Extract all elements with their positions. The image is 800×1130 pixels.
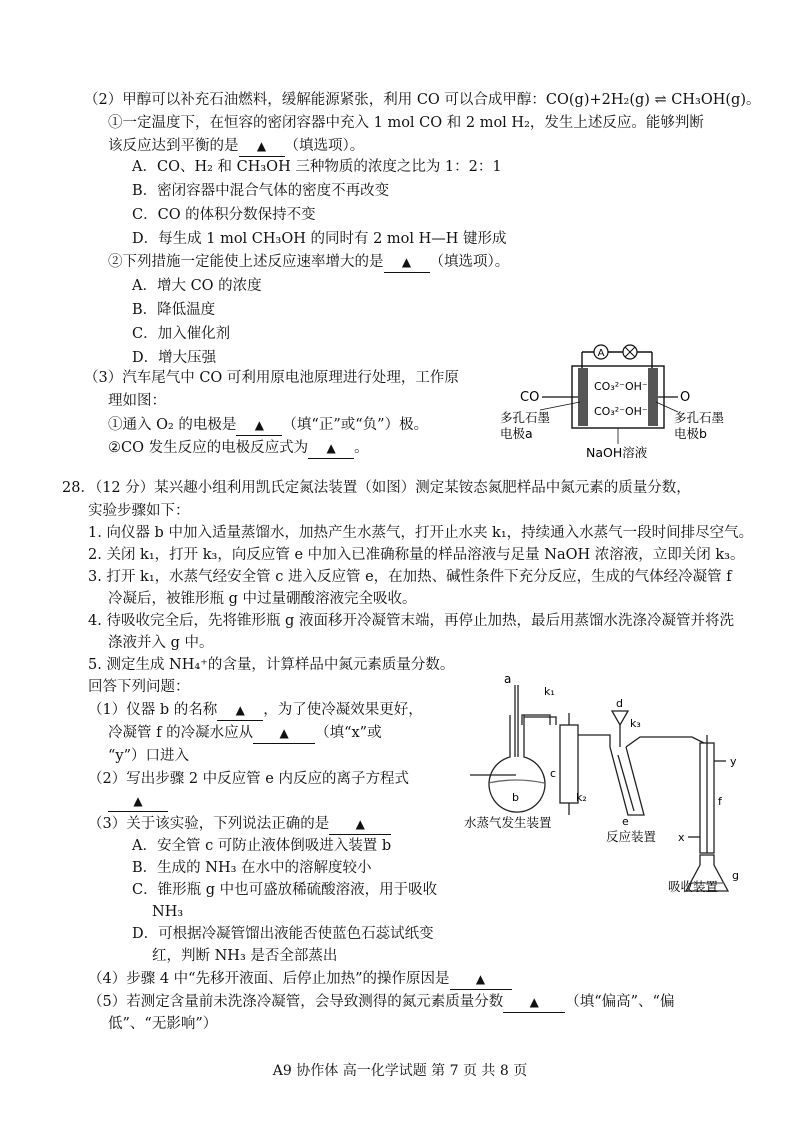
answer-blank[interactable] [236,415,282,436]
q2-sub1-line2 [108,136,364,157]
label-a: a [504,672,512,686]
step-3-cont: 冷凝后，被锥形瓶 g 中过量硼酸溶液完全吸收。 [108,591,417,607]
option-d: D．增大压强 [132,350,217,366]
q2-sub1-suffix: （填选项）。 [284,138,365,154]
q28-p1-line2 [108,723,382,744]
option-b: B．生成的 NH₃ 在水中的溶解度较小 [132,860,372,876]
q28-p4 [88,969,512,990]
option-a: A．安全管 c 可防止液体倒吸进入装置 b [132,838,392,854]
step-3: 3. 打开 k₁，水蒸气经安全管 c 进入反应管 e，在加热、碱性条件下充分反应，生成的气体经冷凝管 f [88,569,732,585]
q28-p4-prompt: （4）步骤 4 中“先移开液面、后停止加热”的操作原因是 [88,971,450,987]
blank-marker: ▲ [475,972,486,986]
blank-marker: ▲ [401,255,412,269]
answer-blank[interactable] [108,791,168,812]
answer-blank[interactable] [217,700,263,721]
option-b: B．密闭容器中混合气体的密度不再改变 [132,183,390,199]
q2-heading: （2）甲醇可以补充石油燃料，缓解能源紧张，利用 CO 可以合成甲醇：CO(g)+2H₂(g) ⇌ CH₃OH(g)。 [84,92,761,108]
label-k1: k₁ [544,685,555,698]
answer-blank[interactable] [239,136,285,157]
q2-sub1-prompt: 该反应达到平衡的是 [108,138,239,154]
option-c: C．锥形瓶 g 中也可盛放稀硫酸溶液，用于吸收 [132,882,438,898]
q28-p3-prompt: （3）关于该实验，下列说法正确的是 [88,816,330,832]
q2-sub1-line1: ①一定温度下，在恒容的密闭容器中充入 1 mol CO 和 2 mol H₂，发生上述反应。能够判断 [108,115,704,131]
electrode-a [578,368,588,426]
option-d: D．每生成 1 mol CH₃OH 的同时有 2 mol H—H 键形成 [132,231,507,247]
option-b: B．降低温度 [132,302,216,318]
ions-top: CO₃²⁻OH⁻ [594,380,648,393]
q28-p5-prompt: （5）若测定含量前未洗涤冷凝管，会导致测得的氮元素质量分数 [88,994,504,1010]
label-e: e [622,815,629,828]
step-4-cont: 涤液并入 g 中。 [108,635,214,651]
label-k3: k₃ [630,717,641,730]
q3-line2: 理如图： [108,393,166,409]
solution-label: NaOH溶液 [586,445,648,460]
q28-p1-prompt: （1）仪器 b 的名称 [88,702,218,718]
step-2: 2. 关闭 k₁，打开 k₃，向反应管 e 中加入已准确称量的样品溶液与足量 NaOH 浓溶液，立即关闭 k₃。 [88,547,745,563]
q3-sub1-suffix: （填“正”或“负”）极。 [282,417,429,433]
caption-absorption: 吸收装置 [668,879,719,894]
label-d: d [616,697,623,710]
blank-marker: ▲ [235,703,245,717]
blank-marker: ▲ [355,817,365,831]
q28-p1-prompt2: 冷凝管 f 的冷凝水应从 [108,725,254,741]
blank-marker: ▲ [133,794,143,808]
step-4: 4. 待吸收完全后，先将锥形瓶 g 液面移开冷凝管末端，再停止加热，最后用蒸馏水洗涤冷凝管并将洗 [88,613,734,629]
blank-marker: ▲ [279,726,289,740]
label-c: c [550,767,557,780]
q28-p5-suffix: （填“偏高”、“偏 [565,994,675,1010]
q28-p1-suffix: （填“x”或 [315,725,382,741]
page-footer: A9 协作体 高一化学试题 第 7 页 共 8 页 [272,1063,528,1079]
q28-p3 [88,814,391,835]
step-5: 5. 测定生成 NH₄⁺的含量，计算样品中氮元素质量分数。 [88,657,455,673]
option-c: C．CO 的体积分数保持不变 [132,207,316,223]
q28-p2-blank-line [108,791,168,812]
q3-sub2-prompt: ②CO 发生反应的电极反应式为 [108,440,309,456]
q28-p1-line1 [88,700,423,721]
label-k2: k₂ [576,791,587,804]
answer-blank[interactable] [503,992,565,1013]
answer-blank[interactable] [450,969,512,990]
q28-p1-line3: “y”）口进入 [108,748,190,764]
q28-p5 [88,992,674,1013]
label-b: b [512,791,519,804]
ions-bottom: CO₃²⁻OH⁻ [594,405,648,418]
q2-sub2-suffix: （填选项）。 [429,254,510,270]
q3-sub2 [108,438,369,459]
option-a: A．增大 CO 的浓度 [132,278,262,294]
label-f: f [718,795,722,808]
caption-reaction: 反应装置 [606,829,657,844]
step-1: 1. 向仪器 b 中加入适量蒸馏水，加热产生水蒸气，打开止水夹 k₁，持续通入水蒸气一段时间排尽空气。 [88,525,754,541]
option-d-cont: 红，判断 NH₃ 是否全部蒸出 [152,948,338,964]
answer-blank[interactable] [329,814,391,835]
option-c-cont: NH₃ [152,904,184,920]
answer-blank[interactable] [384,252,430,273]
fuel-cell-diagram [500,340,740,465]
caption-steam-generator: 水蒸气发生装置 [464,815,552,830]
answer-intro: 回答下列问题： [88,679,190,695]
q3-line1: （3）汽车尾气中 CO 可利用原电池原理进行处理，工作原 [84,370,459,386]
q3-sub1 [108,415,428,436]
q28-p1-mid: ，为了使冷凝效果更好， [263,702,423,718]
blank-marker: ▲ [256,139,267,153]
answer-blank[interactable] [253,723,315,744]
option-c: C．加入催化剂 [132,326,231,342]
label-x: x [678,831,685,844]
q28-heading-line2: 实验步骤如下： [88,503,190,519]
q28-p5-cont: 低”、“无影响”） [108,1016,218,1032]
electrode-b-label-1: 多孔石墨 [674,410,725,425]
option-a: A．CO、H₂ 和 CH₃OH 三种物质的浓度之比为 1：2：1 [132,159,502,175]
kjeldahl-apparatus [460,665,750,900]
label-y: y [730,755,737,768]
inlet-o2-label: O [680,390,691,405]
option-d: D．可根据冷凝管馏出液能否使蓝色石蕊试纸变 [132,926,434,942]
answer-blank[interactable] [308,438,354,459]
ammeter-label: A [597,348,605,359]
electrode-a-label-2: 电极a [500,426,533,441]
q28-p2: （2）写出步骤 2 中反应管 e 内反应的离子方程式 [88,771,409,787]
label-g: g [732,869,739,882]
q3-sub2-suffix: 。 [354,440,369,456]
inlet-co-label: CO [520,390,540,405]
blank-marker: ▲ [326,441,336,455]
q3-sub1-prompt: ①通入 O₂ 的电极是 [108,417,237,433]
q28-heading-line1: 28．（12 分）某兴趣小组利用凯氏定氮法装置（如图）测定某铵态氮肥样品中氮元素的质量分数， [62,480,691,496]
blank-marker: ▲ [254,418,265,432]
blank-marker: ▲ [529,995,539,1009]
q2-sub2-prompt: ②下列措施一定能使上述反应速率增大的是 [108,254,384,270]
electrode-b-label-2: 电极b [674,426,707,441]
electrode-a-label-1: 多孔石墨 [500,410,551,425]
electrode-b [648,368,658,426]
q2-sub2 [108,252,509,273]
